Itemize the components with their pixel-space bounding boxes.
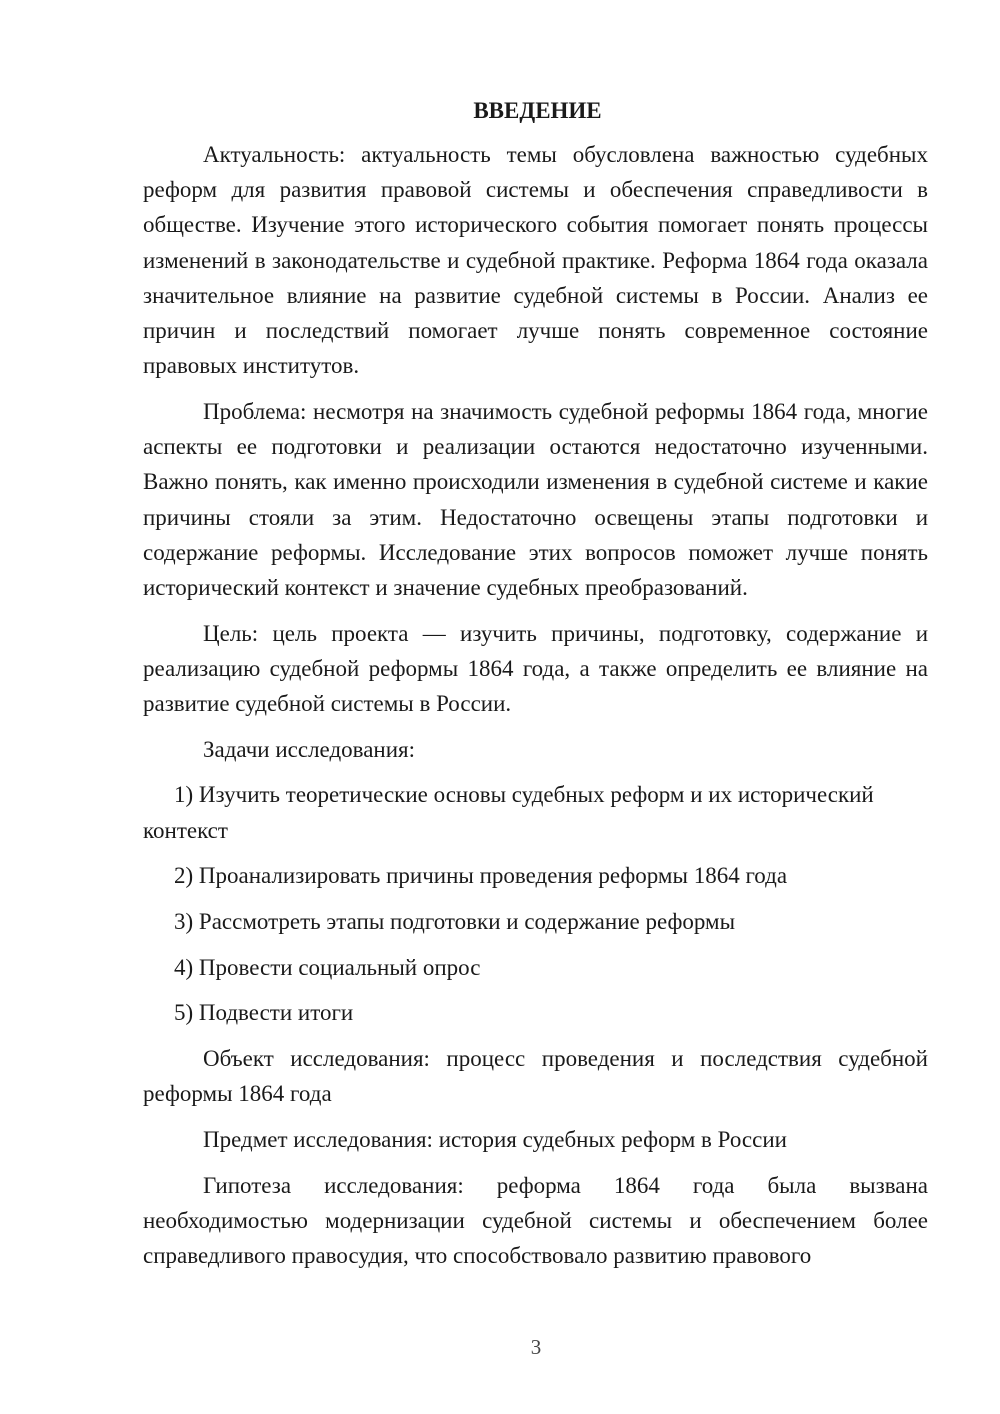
paragraph-tasks-heading: Задачи исследования: <box>203 736 416 762</box>
page-content <box>143 95 928 1284</box>
task-item-5: 5) Подвести итоги <box>174 1000 354 1026</box>
paragraph-relevance: Актуальность: актуальность темы обусловлена важностью судебных реформ для развития правовой системы и обеспечения справедливости в обществе. Изучение этого исторического события помогает понять процессы изменений в законодательстве и судебной практике. Реформа 1864 года оказала значительное влияние на развитие судебной системы в России. Анализ ее причин и последствий помогает лучше понять современное состояние правовых институтов. <box>143 142 928 379</box>
paragraph-goal: Цель: цель проекта — изучить причины, подготовку, содержание и реализацию судебной реформы 1864 года, а также определить ее влияние на развитие судебной системы в России. <box>143 620 928 717</box>
paragraph-problem: Проблема: несмотря на значимость судебной реформы 1864 года, многие аспекты ее подготовки и реализации остаются недостаточно изученными. Важно понять, как именно происходили изменения в судебной системе и какие причины стояли за этим. Недостаточно освещены этапы подготовки и содержание реформы. Исследование этих вопросов поможет лучше понять исторический контекст и значение судебных преобразований. <box>143 398 928 600</box>
task-item-4: 4) Провести социальный опрос <box>174 954 481 980</box>
task-item-1: 1) Изучить теоретические основы судебных реформ и их исторический контекст <box>143 782 874 843</box>
task-item-3: 3) Рассмотреть этапы подготовки и содержание реформы <box>174 909 736 935</box>
section-title: ВВЕДЕНИЕ <box>473 98 602 123</box>
paragraph-hypothesis: Гипотеза исследования: реформа 1864 года была вызвана необходимостью модернизации судебной системы и обеспечением более справедливого правосудия, что способствовало развитию правового <box>143 1172 928 1269</box>
page-number: 3 <box>530 1335 542 1359</box>
task-item-2: 2) Проанализировать причины проведения реформы 1864 года <box>174 863 788 889</box>
paragraph-object: Объект исследования: процесс проведения и последствия судебной реформы 1864 года <box>143 1046 928 1107</box>
paragraph-subject: Предмет исследования: история судебных реформ в России <box>203 1127 787 1153</box>
